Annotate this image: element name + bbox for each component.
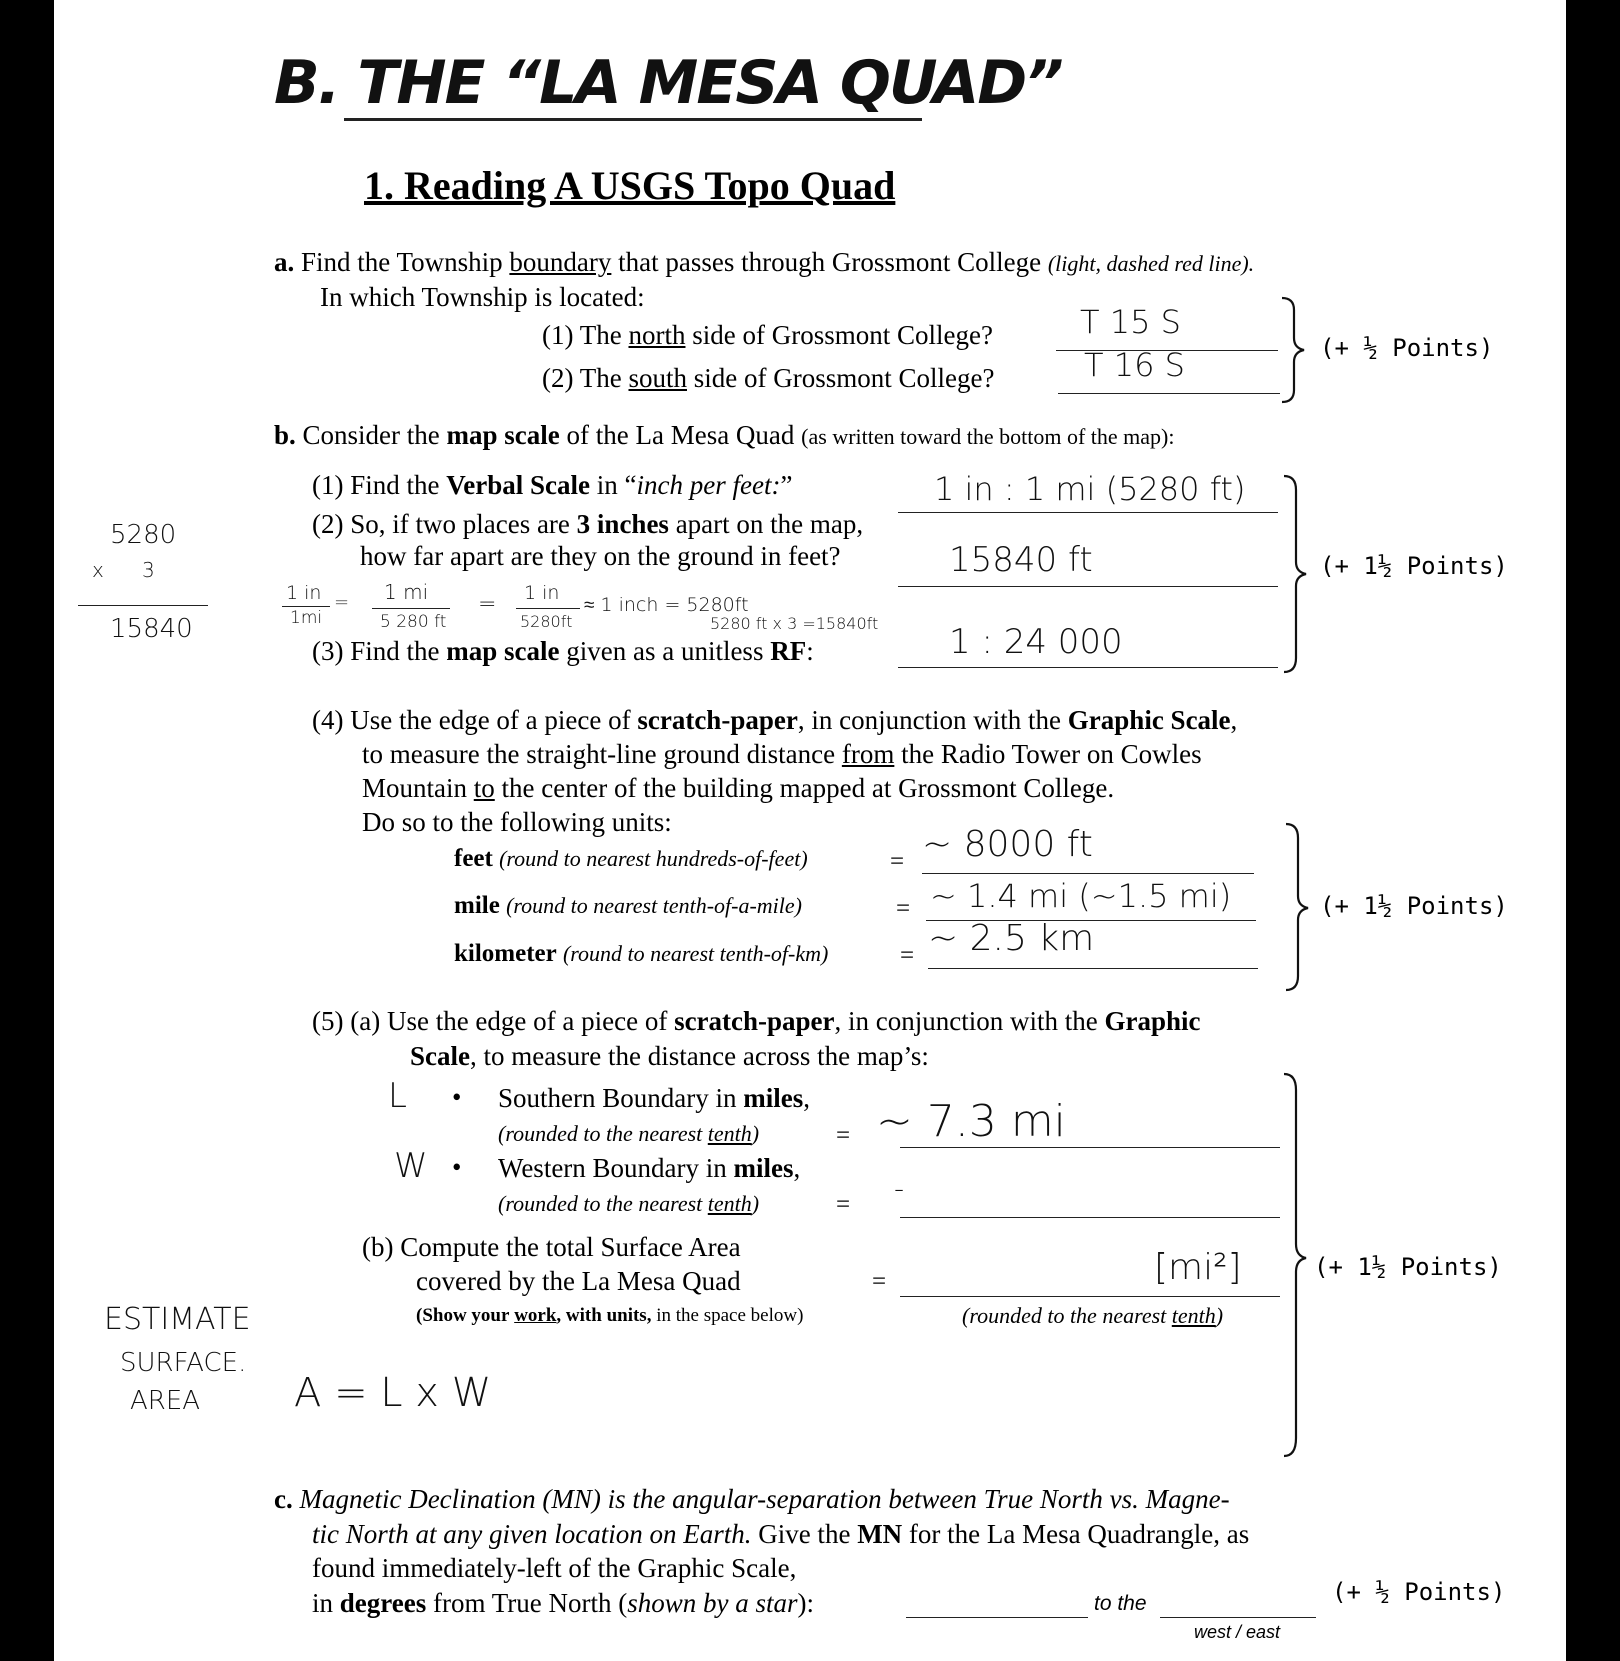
- part-a-text: Find the Township: [301, 247, 503, 277]
- work-frac3-bottom: 5280ft: [520, 612, 573, 631]
- work-eq1: =: [334, 592, 350, 613]
- work-frac1-top: 1 in: [286, 582, 322, 604]
- south-end: ,: [803, 1083, 810, 1113]
- b-q2-post: apart on the map,: [675, 509, 864, 539]
- b-q5-kw1: scratch-paper: [674, 1006, 835, 1036]
- west-round-end: ): [751, 1191, 760, 1216]
- estimate-line3: AREA: [130, 1386, 201, 1416]
- part-c-direction-line[interactable]: [1160, 1617, 1316, 1618]
- q2-num: (2) The: [542, 363, 622, 393]
- b-q4-feet: [454, 845, 808, 873]
- b-q1-end: ”: [780, 470, 793, 500]
- west-answer: -: [894, 1172, 905, 1205]
- b-q3-pre: (3) Find the: [312, 636, 440, 666]
- b-q5-pre: (5) (a) Use the edge of a piece of: [312, 1006, 668, 1036]
- b-q4-pre: (4) Use the edge of a piece of: [312, 705, 631, 735]
- part-c-line2-post: for the La Mesa Quadrangle, as: [908, 1519, 1250, 1549]
- west-label-text: Western Boundary in: [498, 1153, 727, 1183]
- part-a-prompt: [274, 247, 1254, 278]
- part-c-line2-pre: Give the: [758, 1519, 851, 1549]
- part-c-star: shown by a star: [627, 1588, 798, 1618]
- part-c-line4-pre: in: [312, 1588, 334, 1618]
- b-q2-answer: 15840 ft: [949, 540, 1093, 580]
- margin-result: 15840: [110, 614, 193, 644]
- b-q1-ital: inch per feet:: [636, 470, 781, 500]
- km-answer-line[interactable]: [928, 968, 1258, 969]
- south-round-pre: (rounded to the nearest: [498, 1121, 703, 1146]
- b-q3-answer: 1 : 24 000: [949, 622, 1123, 662]
- south-answer: ~ 7.3 mi: [876, 1096, 1066, 1147]
- south-miles: miles: [743, 1083, 804, 1113]
- work-frac3-bar: [516, 608, 580, 609]
- work-eq2: =: [478, 592, 497, 617]
- part-a-line2: In which Township is located:: [320, 282, 645, 312]
- south-answer-line[interactable]: [900, 1147, 1280, 1148]
- b-q5-line2: [410, 1041, 929, 1072]
- q1-answer: T 15 S: [1080, 303, 1181, 341]
- title-underline: [344, 118, 922, 121]
- km-eq: =: [900, 942, 915, 969]
- b-q4-kw1: scratch-paper: [637, 705, 798, 735]
- part-c-mn: MN: [857, 1519, 903, 1549]
- section-title-text: B. THE “LA MESA QUAD”: [274, 48, 1062, 118]
- west-round-tenth: tenth: [707, 1191, 752, 1216]
- feet-answer: ~ 8000 ft: [922, 824, 1093, 865]
- work-frac1-bar: [282, 606, 330, 607]
- part-c-degrees: degrees: [339, 1588, 427, 1618]
- work-calc: 5280 ft x 3 =15840ft: [710, 614, 879, 633]
- part-b-brace-1: [1282, 474, 1322, 674]
- part-a-text-2: that passes through Grossmont College: [618, 247, 1042, 277]
- b-q3-answer-line[interactable]: [898, 667, 1278, 668]
- part-c-points: (+ ½ Points): [1332, 1578, 1506, 1606]
- south-label: [498, 1083, 810, 1114]
- south-label-text: Southern Boundary in: [498, 1083, 737, 1113]
- mile-eq: =: [896, 895, 911, 922]
- part-c-west-east: west / east: [1194, 1622, 1281, 1642]
- b5b-answer-line[interactable]: [900, 1296, 1280, 1297]
- south-round-note: [498, 1121, 759, 1147]
- south-bullet: •: [452, 1082, 462, 1112]
- estimate-line2: SURFACE.: [120, 1348, 247, 1378]
- b-q3: [312, 636, 814, 667]
- part-b-note: (as written toward the bottom of the map):: [801, 424, 1175, 449]
- estimate-line1: ESTIMATE: [104, 1302, 251, 1337]
- west-round-pre: (rounded to the nearest: [498, 1191, 703, 1216]
- b-q2-answer-line[interactable]: [898, 586, 1278, 587]
- work-frac3-top: 1 in: [524, 582, 560, 604]
- part-c-letter: c.: [274, 1484, 293, 1514]
- b-q2-pre: (2) So, if two places are: [312, 509, 570, 539]
- part-c-line4-mid: from True North (: [433, 1588, 628, 1618]
- part-c-line2: [312, 1519, 1249, 1550]
- q2-answer: T 16 S: [1084, 346, 1185, 384]
- q1-north: north: [628, 320, 686, 350]
- west-eq: =: [836, 1191, 851, 1218]
- part-b-prompt: [274, 420, 1174, 451]
- b-q5-mid: , in conjunction with the: [834, 1006, 1098, 1036]
- part-b-text-2: of the La Mesa Quad: [566, 420, 795, 450]
- b-q5-kw2: Graphic: [1104, 1006, 1201, 1036]
- b-q4-mid: , in conjunction with the: [797, 705, 1062, 735]
- b-q1-pre: (1) Find the: [312, 470, 440, 500]
- area-formula: A = L x W: [294, 1370, 492, 1416]
- feet-eq: =: [890, 848, 905, 875]
- mile-label: mile: [454, 892, 500, 919]
- work-frac2-bottom: 5 280 ft: [380, 612, 447, 632]
- b-q1-answer: 1 in : 1 mi (5280 ft): [934, 470, 1246, 508]
- work-frac1-bottom: 1mi: [290, 608, 323, 628]
- b-q4-line3-post: the center of the building mapped at Grossmont College.: [501, 773, 1115, 803]
- b-q1-kw: Verbal Scale: [446, 470, 590, 500]
- b-q4-from: from: [841, 739, 895, 769]
- q2-rest: side of Grossmont College?: [693, 363, 995, 393]
- show-mid: , with units,: [556, 1305, 652, 1326]
- q1-num: (1) The: [542, 320, 622, 350]
- feet-label: feet: [454, 845, 493, 872]
- b-q4-line2-pre: to measure the straight-line ground distance: [362, 739, 836, 769]
- part-b-letter: b.: [274, 420, 296, 450]
- west-round-note: [498, 1191, 759, 1217]
- b-q2: [312, 509, 863, 540]
- part-a-brace: [1280, 296, 1320, 406]
- part-b-points-2: (+ 1½ Points): [1320, 892, 1508, 920]
- mile-answer: ~ 1.4 mi (~1.5 mi): [930, 877, 1232, 915]
- part-c-line1: [274, 1484, 1230, 1515]
- part-b-points-3: (+ 1½ Points): [1314, 1253, 1502, 1281]
- west-miles: miles: [733, 1153, 794, 1183]
- part-c-degrees-line[interactable]: [906, 1617, 1088, 1618]
- margin-bar: [78, 605, 208, 606]
- margin-top: 5280: [110, 520, 177, 550]
- subsection-title: 1. Reading A USGS Topo Quad: [364, 163, 896, 208]
- part-b-brace-2: [1284, 822, 1324, 992]
- b-q2-line2: how far apart are they on the ground in feet?: [360, 541, 841, 571]
- part-c-line4-end: ):: [797, 1588, 815, 1618]
- b-q3-kw2: RF: [770, 636, 807, 666]
- west-label: [498, 1153, 800, 1184]
- west-answer-line[interactable]: [900, 1217, 1280, 1218]
- km-label: kilometer: [454, 940, 557, 967]
- show-end: in the space below): [656, 1305, 804, 1326]
- west-bullet: •: [452, 1152, 462, 1182]
- q1-rest: side of Grossmont College?: [692, 320, 993, 350]
- b5b-line2: covered by the La Mesa Quad: [416, 1266, 741, 1296]
- b-q1-answer-line[interactable]: [898, 512, 1278, 513]
- show-pre: (Show your: [416, 1305, 510, 1326]
- part-b-points-1: (+ 1½ Points): [1320, 552, 1508, 580]
- b-q1-mid: in “: [596, 470, 637, 500]
- b5b-rounded-tenth: tenth: [1171, 1303, 1216, 1328]
- km-answer: ~ 2.5 km: [928, 918, 1095, 959]
- b5b-answer: [mi²]: [1154, 1247, 1242, 1288]
- b-q4-line2-post: the Radio Tower on Cowles: [901, 739, 1202, 769]
- b-q4-line3: [362, 773, 1114, 804]
- part-b-text: Consider the: [302, 420, 440, 450]
- section-title: [274, 48, 1062, 118]
- part-c-to-the: to the: [1094, 1592, 1147, 1615]
- work-approx: ≈ 1 inch = 5280ft: [584, 594, 749, 616]
- b5b-rounded-end: ): [1215, 1303, 1224, 1328]
- b-q5-line1: [312, 1006, 1201, 1037]
- part-a-letter: a.: [274, 247, 295, 277]
- south-eq: =: [836, 1122, 851, 1149]
- south-round-end: ): [751, 1121, 760, 1146]
- b-q4-kw2: Graphic Scale: [1067, 705, 1231, 735]
- b5b-line1: (b) Compute the total Surface Area: [362, 1232, 741, 1262]
- show-work: work: [514, 1305, 557, 1326]
- part-a-q2: [542, 363, 994, 394]
- b-q4-end: ,: [1230, 705, 1238, 735]
- b5b-rounded: [962, 1303, 1223, 1329]
- b5b-show: [416, 1305, 803, 1327]
- b-q4-line1: [312, 705, 1237, 736]
- km-note: (round to nearest tenth-of-km): [562, 941, 829, 966]
- west-end: ,: [793, 1153, 801, 1183]
- b-q4-line4: Do so to the following units:: [362, 807, 672, 837]
- part-c-line3: found immediately-left of the Graphic Scale,: [312, 1553, 797, 1583]
- q2-answer-line[interactable]: [1058, 393, 1280, 394]
- mile-note: (round to nearest tenth-of-a-mile): [506, 893, 802, 918]
- part-c-line4: [312, 1588, 814, 1619]
- b-q3-kw1: map scale: [446, 636, 560, 666]
- margin-mult: x 3: [92, 558, 155, 582]
- b-q1: [312, 470, 792, 501]
- worksheet-page: [54, 0, 1566, 1661]
- b-q4-mile: [454, 892, 802, 920]
- south-round-tenth: tenth: [707, 1121, 752, 1146]
- feet-answer-line[interactable]: [922, 873, 1254, 874]
- b-q4-km: [454, 940, 828, 968]
- b5b-rounded-pre: (rounded to the nearest: [962, 1303, 1167, 1328]
- part-a-note: (light, dashed red line).: [1047, 251, 1255, 276]
- part-c-line1-text: Magnetic Declination (MN) is the angular-separation between True North vs. Magne-: [299, 1484, 1230, 1514]
- hand-L: L: [388, 1076, 407, 1116]
- b-q4-to: to: [473, 773, 495, 803]
- work-frac2-top: 1 mi: [384, 580, 429, 604]
- q2-south: south: [628, 363, 687, 393]
- hand-W: W: [394, 1146, 428, 1186]
- part-a-boundary: boundary: [509, 247, 612, 277]
- part-a-points: (+ ½ Points): [1320, 334, 1494, 362]
- b-q5-line2-post: , to measure the distance across the map’s:: [470, 1041, 929, 1071]
- b-q4-line2: [362, 739, 1202, 770]
- b-q3-end: :: [806, 636, 814, 666]
- part-c-line2-ital: tic North at any given location on Earth.: [312, 1519, 752, 1549]
- work-frac2-bar: [372, 608, 450, 609]
- part-a-q1: [542, 320, 993, 351]
- b-q4-line3-pre: Mountain: [362, 773, 467, 803]
- b-q2-kw: 3 inches: [576, 509, 669, 539]
- part-b-kw: map scale: [446, 420, 560, 450]
- b5b-eq: =: [872, 1268, 887, 1295]
- feet-note: (round to nearest hundreds-of-feet): [499, 846, 808, 871]
- b-q5-scale: Scale: [410, 1041, 470, 1071]
- b-q3-mid: given as a unitless: [566, 636, 764, 666]
